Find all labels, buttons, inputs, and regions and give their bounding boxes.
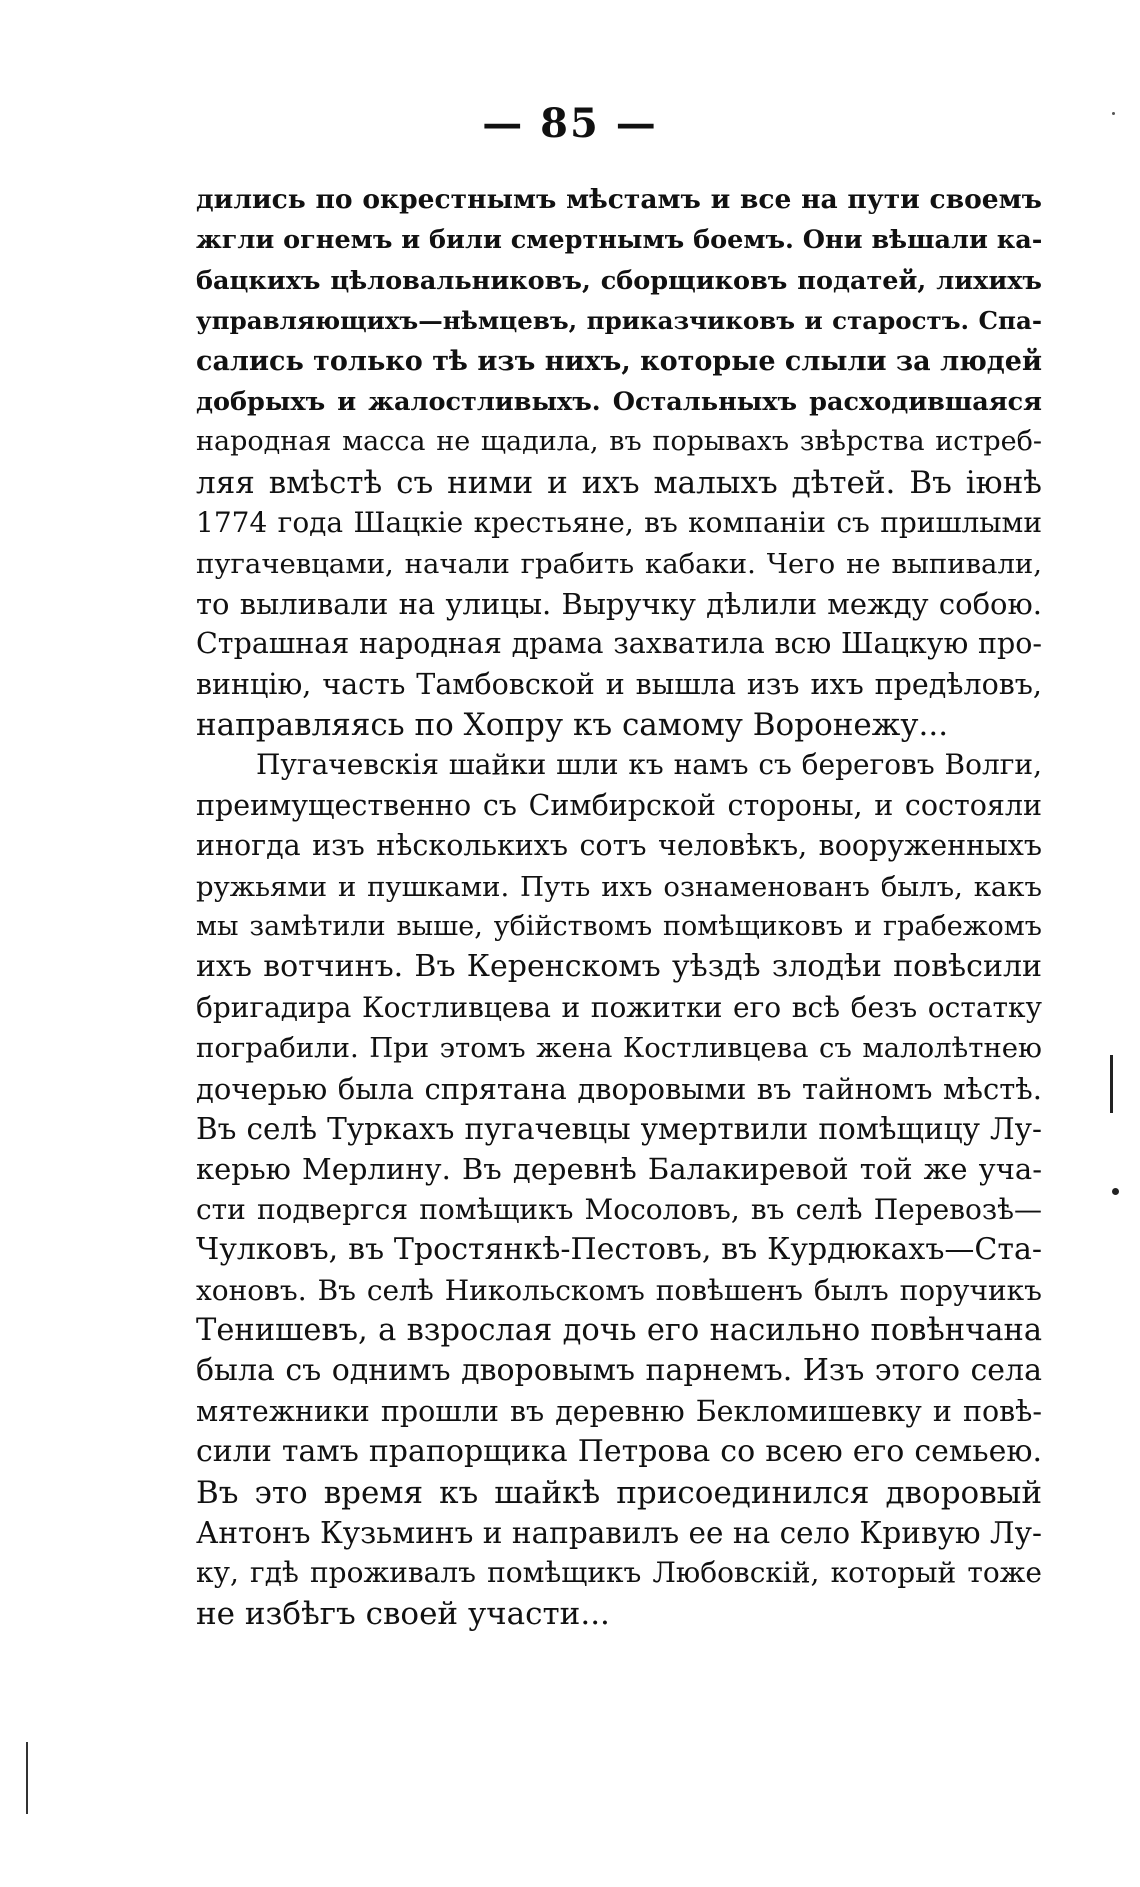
text-line: преимущественно съ Симбирской стороны, и состояли (196, 788, 1042, 822)
edge-rule (26, 1742, 28, 1814)
text-line: керью Мерлину. Въ деревнѣ Балакиревой той же уча- (196, 1152, 1042, 1187)
text-line: направляясь по Хопру къ самому Воронежу... (196, 707, 949, 744)
text-line: Антонъ Кузьминъ и направилъ ее на село Кривую Лу- (196, 1515, 1042, 1550)
text-line: Тенишевъ, а взрослая дочь его насильно повѣнчана (196, 1312, 1042, 1348)
body-text (196, 180, 1042, 1634)
text-line: мы замѣтили выше, убійствомъ помѣщиковъ и грабежомъ (196, 911, 1042, 943)
text-line: бацкихъ цѣловальниковъ, сборщиковъ податей, лихихъ (196, 265, 1042, 296)
text-line: Пугачевскія шайки шли къ намъ съ береговъ Волги, (256, 748, 1042, 782)
text-line: ихъ вотчинъ. Въ Керенскомъ уѣздѣ злодѣи повѣсили (196, 949, 1042, 985)
text-line: 1774 года Шацкіе крестьяне, въ компаніи съ пришлыми (196, 506, 1042, 540)
text-line: Въ это время къ шайкѣ присоединился дворовый (196, 1474, 1042, 1511)
text-line: пугачевцами, начали грабить кабаки. Чего не выпивали, (196, 547, 1042, 580)
margin-dot (1112, 1188, 1119, 1195)
text-line: дились по окрестнымъ мѣстамъ и все на пути своемъ (196, 184, 1042, 215)
text-line: Страшная народная драма захватила всю Шацкую про- (196, 627, 1042, 661)
text-line: была съ однимъ дворовымъ парнемъ. Изъ этого села (196, 1353, 1042, 1389)
text-line: сили тамъ прапорщика Петрова со всею его семьею. (196, 1434, 1042, 1470)
text-line: винцію, часть Тамбовской и вышла изъ ихъ предѣловъ, (196, 667, 1042, 701)
text-line: иногда изъ нѣсколькихъ сотъ человѣкъ, вооруженныхъ (196, 829, 1042, 863)
text-line: то выливали на улицы. Выручку дѣлили между собою. (196, 586, 1042, 621)
text-line: жгли огнемъ и били смертнымъ боемъ. Они вѣшали ка- (196, 225, 1043, 256)
text-line: сти подвергся помѣщикъ Мосоловъ, въ селѣ Перевозѣ— (196, 1192, 1042, 1226)
text-line: мятежники прошли въ деревню Бекломишевку и повѣ- (196, 1394, 1042, 1428)
page-number: — 85 — (482, 100, 658, 147)
text-line: пограбили. При этомъ жена Костливцева съ малолѣтнею (196, 1032, 1042, 1065)
text-line: добрыхъ и жалостливыхъ. Остальныхъ расходившаяся (196, 386, 1042, 417)
text-line: дочерью была спрятана дворовыми въ тайномъ мѣстѣ. (196, 1071, 1042, 1106)
text-line: управляющихъ—нѣмцевъ, приказчиковъ и старостъ. Спа- (196, 306, 1042, 336)
text-line: не избѣгъ своей участи... (196, 1595, 610, 1632)
text-line: Въ селѣ Туркахъ пугачевцы умертвили помѣщицу Лу- (196, 1111, 1042, 1146)
margin-mark (1110, 1055, 1113, 1113)
text-line: ку, гдѣ проживалъ помѣщикъ Любовскій, который тоже (196, 1556, 1042, 1590)
margin-speck (1112, 112, 1115, 115)
text-line: бригадира Костливцева и пожитки его всѣ безъ остатку (196, 990, 1042, 1024)
text-line: Чулковъ, въ Тростянкѣ-Пестовъ, въ Курдюкахъ—Ста- (196, 1232, 1042, 1268)
text-line: сались только тѣ изъ нихъ, которые слыли за людей (196, 345, 1042, 377)
text-line: народная масса не щадила, въ порывахъ звѣрства истреб- (196, 426, 1042, 458)
text-line: ляя вмѣстѣ съ ними и ихъ малыхъ дѣтей. Въ іюнѣ (196, 464, 1042, 501)
text-line: хоновъ. Въ селѣ Никольскомъ повѣшенъ былъ поручикъ (196, 1273, 1042, 1307)
text-line: ружьями и пушками. Путь ихъ ознаменованъ былъ, какъ (196, 870, 1042, 903)
